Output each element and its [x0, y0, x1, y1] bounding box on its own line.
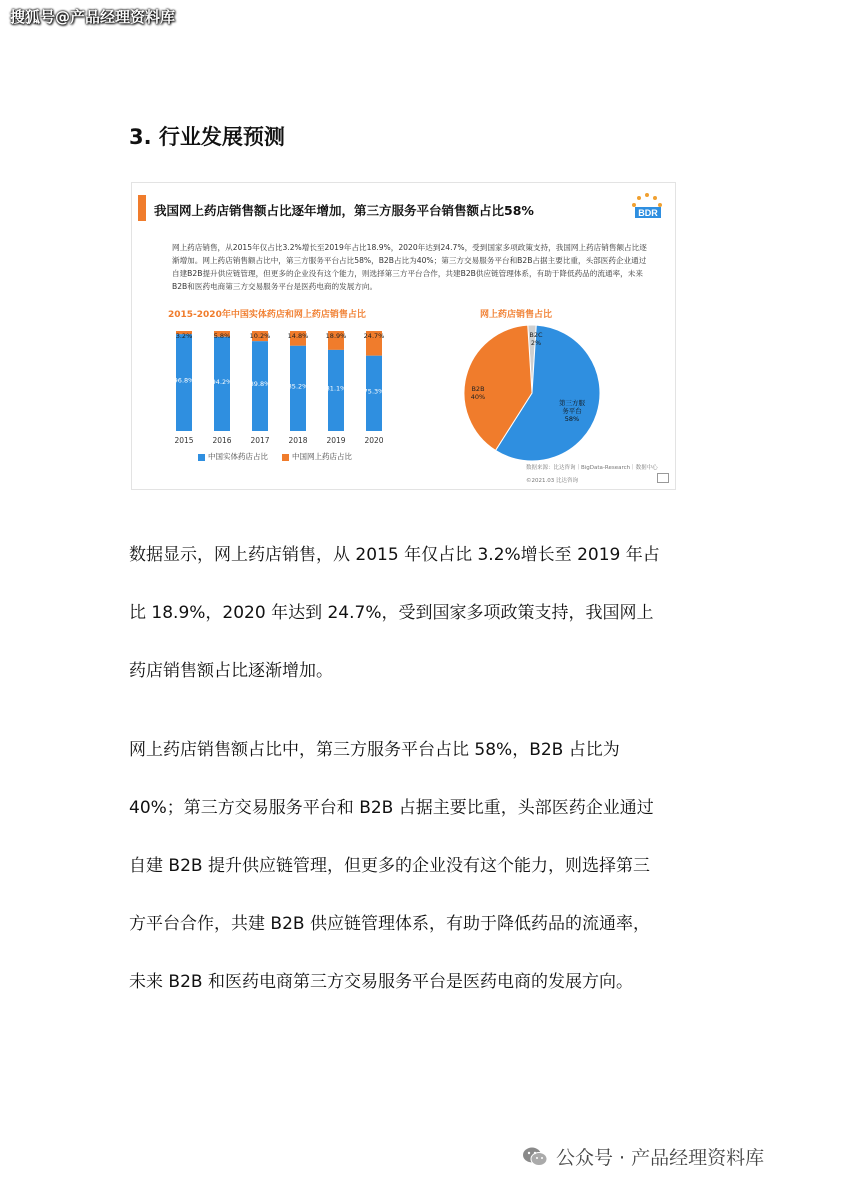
watermark: 搜狐号@产品经理资料库 — [10, 8, 176, 26]
figure-copyright: ©2021.03 比达咨询 — [526, 478, 578, 484]
data-label-online: 18.9% — [325, 332, 347, 340]
logo-text: BDR — [638, 208, 658, 218]
pie-label: 第三方服 — [559, 399, 585, 407]
paragraph-2: 网上药店销售额占比中，第三方服务平台占比 58%，B2B 占比为 40%；第三方交易服务平台和 B2B 占据主要比重，头部医药企业通过 自建 B2B 提升供应链管理，但更多的企业没有这个能力，则选择第三 方平台合作，共建 B2B 供应链管理体系，有助于降低药品的流通率， 未来 B2B 和医药电商第三方交易服务平台是医药电商的发展方向。 — [129, 740, 654, 992]
data-label-online: 14.8% — [287, 332, 309, 340]
bar-legend — [198, 451, 352, 462]
pie-value: 58% — [564, 415, 580, 423]
data-label-physical: 75.3% — [363, 387, 385, 396]
title-accent-bar — [138, 195, 146, 221]
pie-chart-title: 网上药店销售占比 — [480, 310, 553, 320]
infographic-figure — [131, 182, 676, 490]
pie-label: 务平台 — [562, 407, 582, 415]
bdr-logo-icon — [627, 189, 667, 227]
data-label-physical: 89.8% — [249, 380, 271, 389]
section-heading: 3. 行业发展预测 — [129, 125, 285, 149]
data-label-online: 24.7% — [363, 332, 385, 340]
pie-label: B2C — [529, 331, 543, 339]
legend-item-online — [282, 451, 352, 462]
bar-chart — [162, 323, 402, 451]
figure-description: 网上药店销售，从2015年仅占比3.2%增长至2019年占比18.9%，2020年达到24.7%，受到国家多项政策支持，我国网上药店销售额占比逐渐增加。网上药店销售额占比中，第三方服务平台占比58%，B2B占比为40%；第三方交易服务平台和B2B占据主要比重，头部医药企业通过自建B2B提升供应链管理，但更多的企业没有这个能力，则选择第三方平台合作，共建B2B供应链管理体系，有助于降低药品的流通率，未来B2B和医药电商第三方交易服务平台是医药电商的发展方向。 — [172, 243, 647, 291]
data-label-physical: 85.2% — [287, 382, 309, 391]
footer-attribution — [522, 1143, 764, 1170]
legend-label: 中国实体药店占比 — [208, 452, 268, 461]
legend-item-physical — [198, 451, 268, 462]
x-tick-label: 2015 — [174, 436, 194, 445]
x-tick-label: 2020 — [364, 436, 384, 445]
paragraph-1: 数据显示，网上药店销售，从 2015 年仅占比 3.2%增长至 2019 年占 比 18.9%，2020 年达到 24.7%，受到国家多项政策支持，我国网上 药店销售额占比逐渐增加。 — [129, 545, 660, 681]
pie-chart — [452, 323, 612, 463]
bar-chart-title: 2015-2020年中国实体药店和网上药店销售占比 — [168, 310, 366, 320]
legend-swatch-orange — [282, 454, 289, 461]
figure-source: 数据来源：比达咨询｜BigData-Research｜数据中心 — [526, 465, 658, 471]
footer-text: 公众号 · 产品经理资料库 — [556, 1147, 765, 1169]
corner-mark-icon — [657, 473, 669, 483]
pie-label: B2B — [471, 385, 485, 393]
legend-swatch-blue — [198, 454, 205, 461]
data-label-online: 10.2% — [249, 332, 271, 340]
data-label-physical: 96.8% — [173, 376, 195, 385]
x-tick-label: 2019 — [326, 436, 346, 445]
figure-title: 我国网上药店销售额占比逐年增加，第三方服务平台销售额占比58% — [154, 203, 534, 218]
data-label-physical: 94.2% — [211, 377, 233, 386]
data-label-online: 5.8% — [213, 332, 231, 340]
legend-label: 中国网上药店占比 — [292, 452, 352, 461]
wechat-icon — [522, 1146, 548, 1168]
x-tick-label: 2017 — [250, 436, 270, 445]
x-tick-label: 2018 — [288, 436, 308, 445]
data-label-physical: 81.1% — [325, 384, 347, 393]
data-label-online: 3.2% — [175, 332, 193, 340]
pie-value: 40% — [470, 393, 486, 401]
x-tick-label: 2016 — [212, 436, 232, 445]
pie-value: 2% — [530, 339, 542, 347]
